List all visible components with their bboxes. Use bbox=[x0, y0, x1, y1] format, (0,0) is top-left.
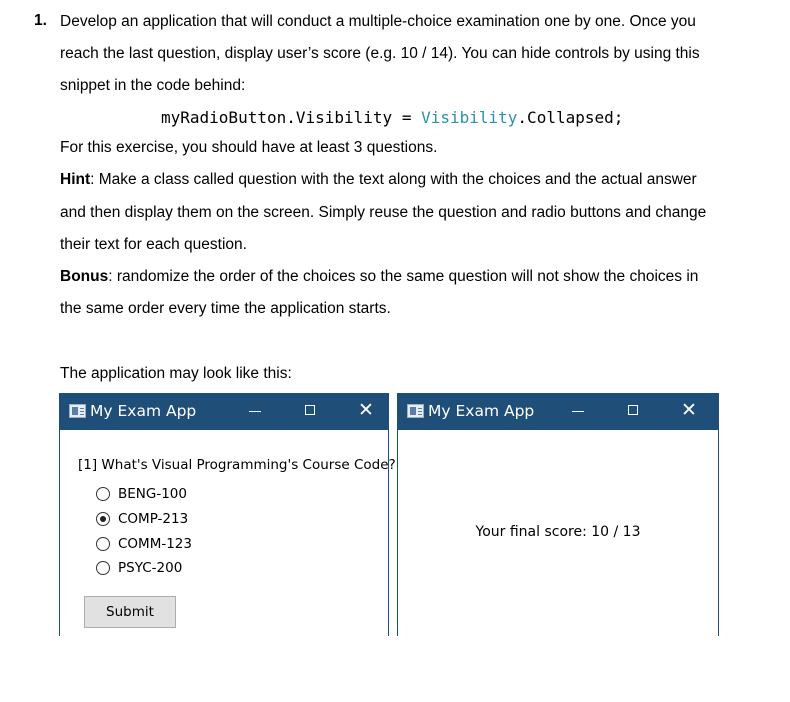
title-bar bbox=[59, 393, 389, 430]
maximize-icon bbox=[628, 405, 638, 415]
exam-app-window-question bbox=[59, 393, 396, 636]
list-number: 1. bbox=[34, 12, 47, 29]
hint-line: and then display them on the screen. Simply reuse the question and radio buttons and change bbox=[60, 204, 707, 221]
submit-button[interactable]: Submit bbox=[84, 596, 176, 628]
minimize-icon bbox=[572, 411, 584, 412]
exam-app-window-score bbox=[397, 393, 719, 636]
code-member: .Collapsed; bbox=[517, 108, 624, 127]
paragraph-line: Develop an application that will conduct a multiple-choice examination one by one. Once you bbox=[60, 13, 696, 30]
close-button[interactable] bbox=[669, 393, 713, 430]
app-icon bbox=[69, 404, 86, 418]
radio-button-circle[interactable] bbox=[96, 537, 110, 551]
choice-label[interactable]: BENG-100 bbox=[118, 486, 187, 502]
radio-button-circle[interactable] bbox=[96, 561, 110, 575]
final-score-text: Your final score: 10 / 13 bbox=[475, 524, 641, 540]
title-bar bbox=[397, 393, 719, 430]
code-operator: = bbox=[392, 108, 422, 127]
code-type: Visibility bbox=[421, 108, 518, 127]
minimize-icon bbox=[249, 411, 261, 412]
choice-label[interactable]: PSYC-200 bbox=[118, 560, 183, 576]
hint-label: Hint bbox=[60, 171, 91, 188]
minimize-button[interactable] bbox=[234, 393, 278, 430]
exercise-line: For this exercise, you should have at least 3 questions. bbox=[60, 139, 438, 156]
close-icon: ✕ bbox=[681, 399, 697, 421]
maximize-button[interactable] bbox=[613, 393, 657, 430]
minimize-button[interactable] bbox=[557, 393, 601, 430]
code-property: myRadioButton.Visibility bbox=[161, 108, 393, 127]
choice-label[interactable]: COMP-213 bbox=[118, 511, 189, 527]
close-icon: ✕ bbox=[358, 399, 374, 421]
radio-button-circle[interactable] bbox=[96, 487, 110, 501]
bonus-label: Bonus bbox=[60, 268, 109, 285]
window-title: My Exam App bbox=[428, 402, 535, 420]
bonus-line: the same order every time the application starts. bbox=[60, 300, 391, 317]
choice-label[interactable]: COMM-123 bbox=[118, 536, 192, 552]
window-title: My Exam App bbox=[90, 402, 197, 420]
paragraph-line: snippet in the code behind: bbox=[60, 77, 246, 94]
maximize-button[interactable] bbox=[290, 393, 334, 430]
hint-line bbox=[60, 170, 697, 190]
question-text: [1] What's Visual Programming's Course Code? bbox=[78, 457, 396, 473]
hint-text: : Make a class called question with the text along with the choices and the actual answer bbox=[90, 171, 697, 188]
app-icon bbox=[407, 404, 424, 418]
bonus-line bbox=[60, 267, 698, 287]
close-button[interactable] bbox=[346, 393, 390, 430]
maximize-icon bbox=[305, 405, 315, 415]
preview-caption: The application may look like this: bbox=[60, 365, 292, 382]
radio-button-circle[interactable] bbox=[96, 512, 110, 526]
paragraph-line: reach the last question, display user’s score (e.g. 10 / 14). You can hide controls by using this bbox=[60, 45, 700, 62]
bonus-text: : randomize the order of the choices so the same question will not show the choices in bbox=[108, 268, 699, 285]
hint-line: their text for each question. bbox=[60, 236, 247, 253]
code-snippet bbox=[161, 108, 623, 128]
